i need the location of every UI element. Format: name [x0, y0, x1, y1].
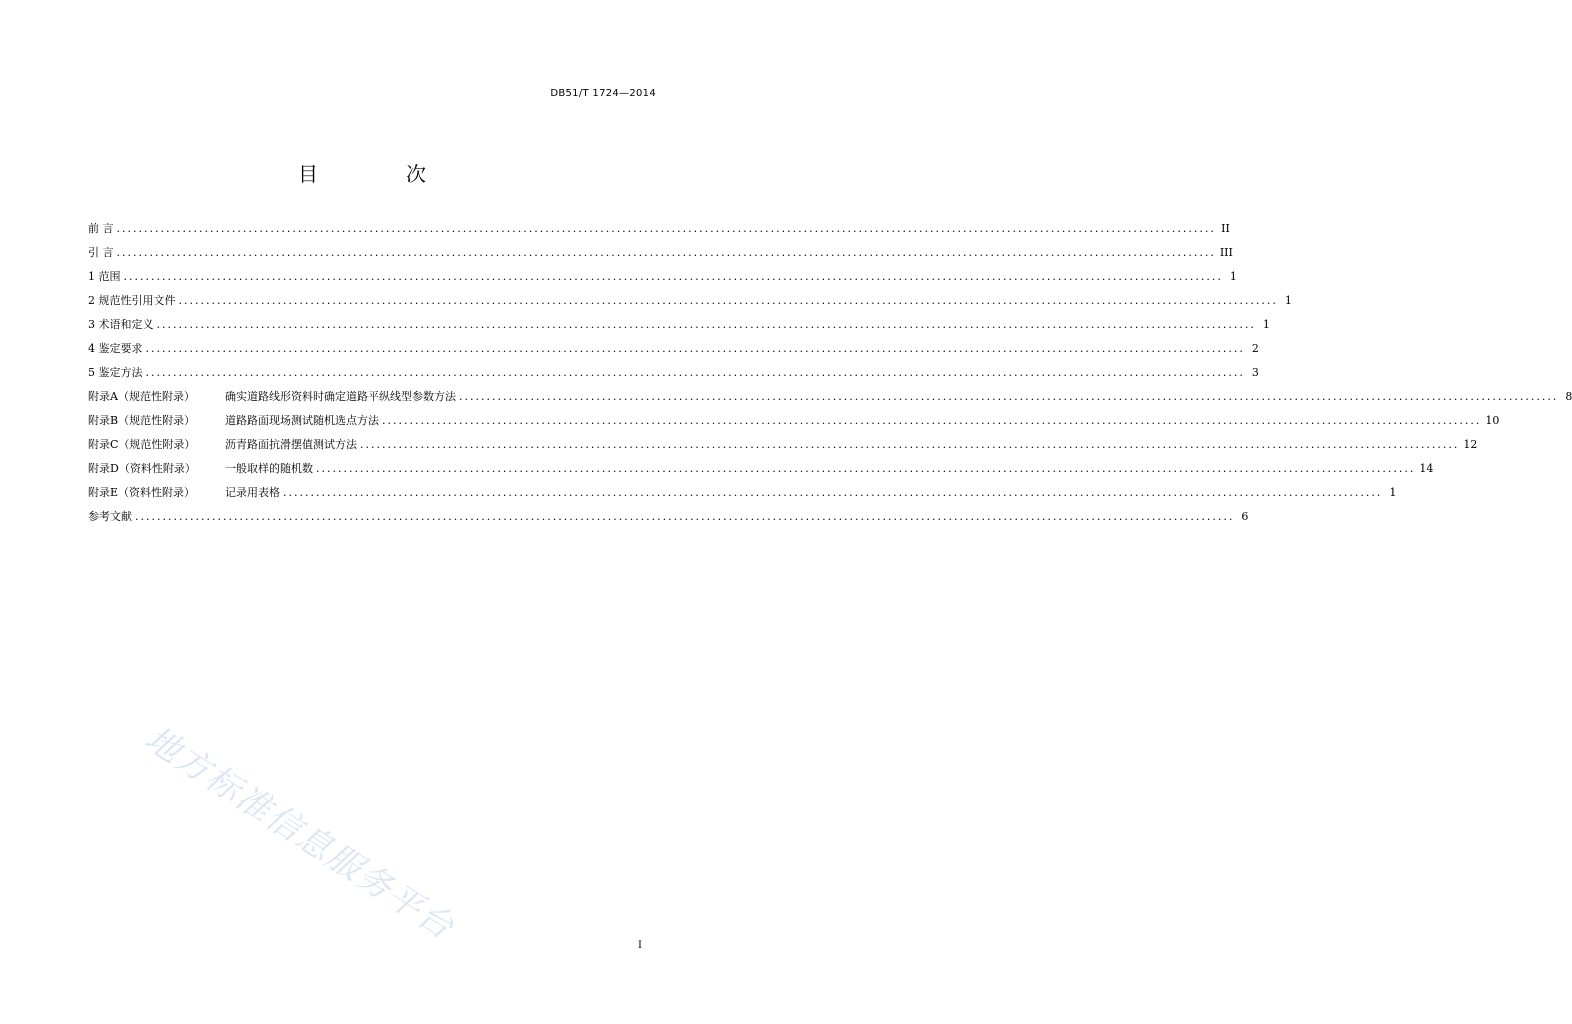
- toc-entry-label: 2 规范性引用文件: [88, 294, 176, 307]
- toc-entry-label: [88, 457, 313, 481]
- annex-label: 附录E（资料性附录）: [88, 486, 196, 499]
- toc-entry-label: 4 鉴定要求: [88, 342, 143, 355]
- toc-entry-terms-definitions[interactable]: [88, 313, 1270, 337]
- toc-dot-leader: ........................................................................................................................................................................................................: [116, 246, 1216, 259]
- toc-entry-page: 1: [1389, 486, 1397, 499]
- toc-dot-leader: ........................................................................................................................................................................................................: [156, 318, 1256, 331]
- annex-label: 附录A（规范性附录）: [88, 390, 195, 403]
- toc-entry-label: [88, 385, 456, 409]
- toc-entry-scope[interactable]: [88, 265, 1237, 289]
- toc-entry-annex-b[interactable]: [88, 409, 1500, 433]
- toc-entry-page: 2: [1251, 342, 1259, 355]
- toc-entry-annex-d[interactable]: [88, 457, 1434, 481]
- toc-dot-leader: ........................................................................................................................................................................................................: [116, 222, 1216, 235]
- toc-entry-page: III: [1219, 246, 1233, 259]
- watermark-text: 地方标准信息服务平台: [137, 718, 462, 949]
- annex-label: 附录C（规范性附录）: [88, 438, 196, 451]
- toc-entry-label: 参考文献: [88, 510, 132, 523]
- page-number: I: [638, 940, 642, 951]
- document-code: DB51/T 1724—2014: [550, 88, 656, 99]
- toc-dot-leader: ........................................................................................................................................................................................................: [145, 342, 1245, 355]
- toc-entry-page: 6: [1241, 510, 1249, 523]
- toc-entry-requirements[interactable]: [88, 337, 1259, 361]
- page-title: 目 次: [298, 162, 460, 186]
- toc-entry-foreword[interactable]: [88, 217, 1230, 241]
- toc-entry-label: [88, 409, 379, 433]
- toc-entry-label: 5 鉴定方法: [88, 366, 143, 379]
- toc-entry-methods[interactable]: [88, 361, 1259, 385]
- toc-entry-page: 1: [1284, 294, 1292, 307]
- toc-entry-label: 前 言: [88, 222, 114, 235]
- annex-title: 道路路面现场测试随机选点方法: [225, 414, 379, 427]
- toc-dot-leader: ........................................................................................................................................................................................................: [145, 366, 1245, 379]
- toc-entry-normative-references[interactable]: [88, 289, 1292, 313]
- toc-entry-page: 14: [1419, 462, 1434, 475]
- toc-entry-page: 10: [1485, 414, 1500, 427]
- toc-entry-page: 1: [1229, 270, 1237, 283]
- toc-dot-leader: ........................................................................................................................................................................................................: [123, 270, 1223, 283]
- toc-entry-page: 8: [1565, 390, 1572, 403]
- toc-entry-page: 3: [1251, 366, 1259, 379]
- toc-dot-leader: ........................................................................................................................................................................................................: [459, 390, 1559, 403]
- toc-dot-leader: ........................................................................................................................................................................................................: [178, 294, 1278, 307]
- annex-label: 附录B（规范性附录）: [88, 414, 196, 427]
- toc-entry-page: 1: [1262, 318, 1270, 331]
- toc-entry-annex-c[interactable]: [88, 433, 1478, 457]
- toc-entry-label: 1 范围: [88, 270, 121, 283]
- toc-entry-annex-e[interactable]: [88, 481, 1397, 505]
- toc-dot-leader: ........................................................................................................................................................................................................: [382, 414, 1482, 427]
- toc-entry-label: 3 术语和定义: [88, 318, 154, 331]
- toc-entry-label: 引 言: [88, 246, 114, 259]
- toc-entry-label: [88, 481, 280, 505]
- toc-entry-bibliography[interactable]: [88, 505, 1249, 529]
- table-of-contents: [88, 217, 1572, 529]
- toc-entry-label: [88, 433, 357, 457]
- toc-entry-annex-a[interactable]: [88, 385, 1572, 409]
- annex-title: 沥青路面抗滑摆值测试方法: [225, 438, 357, 451]
- annex-title: 记录用表格: [225, 486, 280, 499]
- toc-entry-page: II: [1221, 222, 1230, 235]
- toc-dot-leader: ........................................................................................................................................................................................................: [135, 510, 1235, 523]
- annex-title: 确实道路线形资料时确定道路平纵线型参数方法: [225, 390, 456, 403]
- toc-dot-leader: ........................................................................................................................................................................................................: [316, 462, 1416, 475]
- toc-dot-leader: ........................................................................................................................................................................................................: [360, 438, 1460, 451]
- toc-entry-introduction[interactable]: [88, 241, 1233, 265]
- toc-entry-page: 12: [1463, 438, 1478, 451]
- annex-label: 附录D（资料性附录）: [88, 462, 196, 475]
- toc-dot-leader: ........................................................................................................................................................................................................: [283, 486, 1383, 499]
- annex-title: 一般取样的随机数: [225, 462, 313, 475]
